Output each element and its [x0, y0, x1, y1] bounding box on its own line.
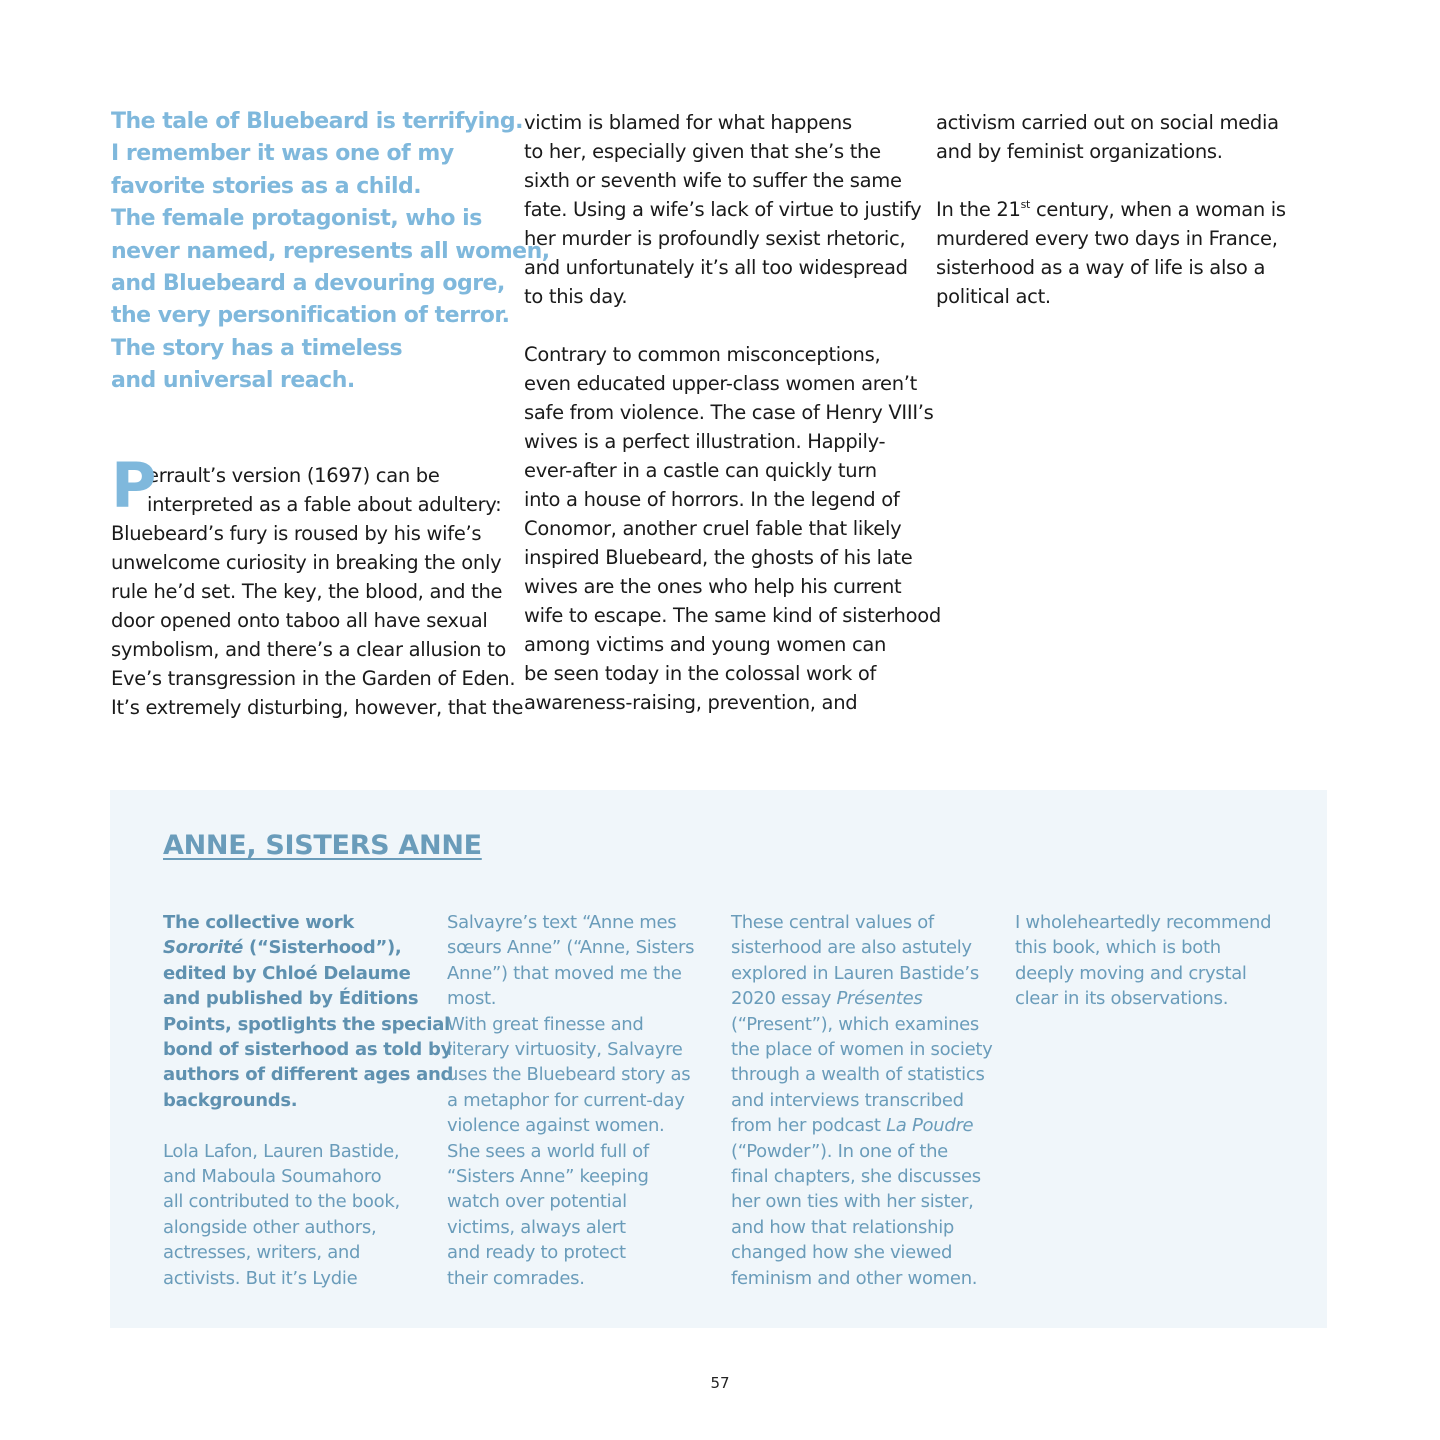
body-line: wives is a perfect illustration. Happily- — [524, 430, 886, 453]
sidebar-line: uses the Bluebeard story as — [447, 1064, 691, 1086]
essay-title: Présentes — [836, 988, 923, 1010]
body-line: among victims and young women can — [524, 633, 887, 656]
book-title: Sororité — [163, 937, 244, 959]
body-line: victim is blamed for what happens — [524, 111, 852, 134]
intro-line: edited by Chloé Delaume — [163, 962, 411, 984]
sidebar-line: feminism and other women. — [731, 1267, 978, 1289]
sidebar-line: Anne”) that moved me the — [447, 962, 682, 984]
sidebar-line — [731, 1113, 1001, 1138]
text-run: from her podcast — [731, 1115, 887, 1137]
body-line: Eve’s transgression in the Garden of Eden. — [111, 666, 516, 690]
body-line: wives are the ones who help his current — [524, 575, 902, 598]
sidebar-line: final chapters, she discusses — [731, 1166, 981, 1188]
body-line: and by feminist organizations. — [936, 140, 1223, 163]
sidebar-column-3 — [731, 910, 1001, 1291]
body-line: be seen today in the colossal work of — [524, 662, 877, 685]
intro-line: and published by Éditions — [163, 988, 419, 1010]
body-line: Contrary to common misconceptions, — [524, 343, 881, 366]
text-run: 2020 essay — [731, 988, 837, 1010]
body-line: awareness-raising, prevention, and — [524, 691, 858, 714]
paragraph — [936, 195, 1336, 311]
body-line: It’s extremely disturbing, however, that the — [111, 695, 524, 719]
pull-quote — [111, 106, 550, 398]
sidebar-line: her own ties with her sister, — [731, 1191, 974, 1213]
sidebar-line: “Sisters Anne” keeping — [447, 1166, 649, 1188]
podcast-title: La Poudre — [886, 1115, 974, 1137]
pull-quote-line: The female protagonist, who is — [111, 206, 482, 232]
body-line: interpreted as a fable about adultery: — [147, 492, 502, 516]
pull-quote-line: favorite stories as a child. — [111, 173, 422, 199]
sidebar-line: changed how she viewed — [731, 1242, 953, 1264]
text-run: In the 21 — [936, 198, 1021, 221]
sidebar-paragraph — [163, 1139, 433, 1291]
body-line: to this day. — [524, 285, 628, 308]
pull-quote-line: and Bluebeard a devouring ogre, — [111, 271, 505, 297]
sidebar-line: clear in its observations. — [1015, 988, 1229, 1010]
sidebar-intro — [163, 910, 454, 1113]
body-line: inspired Bluebeard, the ghosts of his late — [524, 546, 913, 569]
body-line: to her, especially given that she’s the — [524, 140, 881, 163]
body-line: wife to escape. The same kind of sisterhood — [524, 604, 941, 627]
sidebar-line: These central values of — [731, 912, 934, 933]
sidebar-line: violence against women. — [447, 1115, 665, 1137]
sidebar-line: their comrades. — [447, 1267, 585, 1289]
sidebar-line: explored in Lauren Bastide’s — [731, 962, 979, 984]
sidebar-line: all contributed to the book, — [163, 1191, 400, 1213]
intro-line: authors of different ages and — [163, 1064, 454, 1086]
body-line: safe from violence. The case of Henry VIII’s — [524, 401, 934, 424]
body-line: errault’s version (1697) can be — [147, 463, 440, 487]
sidebar-line: (“Present”), which examines — [731, 1013, 980, 1035]
body-line: even educated upper-class women aren’t — [524, 372, 918, 395]
sidebar-line: through a wealth of statistics — [731, 1064, 985, 1086]
body-line: Conomor, another cruel fable that likely — [524, 517, 902, 540]
sidebar-line: She sees a world full of — [447, 1140, 649, 1162]
sidebar-line: sisterhood are also astutely — [731, 937, 972, 959]
pull-quote-line: The story has a timeless — [111, 335, 403, 361]
sidebar-line: a metaphor for current-day — [447, 1089, 685, 1111]
intro-line: bond of sisterhood as told by — [163, 1039, 453, 1061]
ordinal-superscript: st — [1020, 198, 1031, 211]
body-line: fate. Using a wife’s lack of virtue to justify — [524, 198, 922, 221]
body-line: Bluebeard’s fury is roused by his wife’s — [111, 521, 482, 545]
sidebar-line: and ready to protect — [447, 1242, 626, 1264]
drop-cap: P — [111, 448, 157, 522]
intro-line: Points, spotlights the special — [163, 1013, 451, 1035]
sidebar-line: most. — [447, 988, 497, 1010]
sidebar-box — [110, 790, 1327, 1328]
pull-quote-line: I remember it was one of my — [111, 141, 454, 167]
body-line: rule he’d set. The key, the blood, and the — [111, 579, 503, 603]
body-line: and unfortunately it’s all too widespread — [524, 256, 908, 279]
body-line: symbolism, and there’s a clear allusion to — [111, 637, 507, 661]
sidebar-line: this book, which is both — [1015, 937, 1221, 959]
body-line: sixth or seventh wife to suffer the same — [524, 169, 902, 192]
body-line: murdered every two days in France, — [936, 227, 1278, 250]
page-number: 57 — [710, 1374, 730, 1392]
body-line: activism carried out on social media — [936, 111, 1279, 134]
body-line: unwelcome curiosity in breaking the only — [111, 550, 502, 574]
paragraph — [524, 340, 941, 717]
sidebar-line: Lola Lafon, Lauren Bastide, — [163, 1140, 400, 1162]
sidebar-column-2 — [447, 910, 717, 1291]
sidebar-line: deeply moving and crystal — [1015, 962, 1247, 984]
body-line: political act. — [936, 285, 1051, 308]
body-line — [936, 195, 1336, 224]
pull-quote-line: The tale of Bluebeard is terrifying. — [111, 109, 523, 134]
sidebar-line: actresses, writers, and — [163, 1242, 361, 1264]
intro-line: The collective work — [163, 912, 354, 933]
sidebar-line: and Maboula Soumahoro — [163, 1166, 382, 1188]
sidebar-line — [731, 986, 1001, 1011]
pull-quote-line: and universal reach. — [111, 368, 355, 394]
sidebar-line: sœurs Anne” (“Anne, Sisters — [447, 937, 695, 959]
sidebar-line: (“Powder”). In one of the — [731, 1140, 948, 1162]
sidebar-column-4 — [1015, 910, 1285, 1012]
intro-line — [163, 935, 433, 960]
sidebar-line: alongside other authors, — [163, 1216, 377, 1238]
sidebar-line: literary virtuosity, Salvayre — [447, 1039, 683, 1061]
article-column-3 — [936, 108, 1336, 311]
sidebar-line: watch over potential — [447, 1191, 627, 1213]
article-column-1 — [111, 108, 550, 722]
sidebar-line: With great finesse and — [447, 1013, 644, 1035]
text-run: century, when a woman is — [1030, 198, 1286, 221]
sidebar-line: activists. But it’s Lydie — [163, 1267, 358, 1289]
sidebar-line: and how that relationship — [731, 1216, 955, 1238]
pull-quote-line: the very personification of terror. — [111, 303, 510, 329]
sidebar-column-1 — [163, 910, 454, 1291]
body-line: sisterhood as a way of life is also a — [936, 256, 1266, 279]
sidebar-line: the place of women in society — [731, 1039, 993, 1061]
text-run: (“Sisterhood”), — [243, 937, 402, 959]
sidebar-line: Salvayre’s text “Anne mes — [447, 912, 677, 933]
sidebar-title: ANNE, SISTERS ANNE — [163, 830, 482, 861]
sidebar-line: and interviews transcribed — [731, 1089, 964, 1111]
sidebar-line: victims, always alert — [447, 1216, 626, 1238]
intro-line: backgrounds. — [163, 1089, 298, 1111]
sidebar-line: I wholeheartedly recommend — [1015, 912, 1272, 933]
lead-paragraph — [111, 448, 524, 722]
body-line: door opened onto taboo all have sexual — [111, 608, 488, 632]
body-line: her murder is profoundly sexist rhetoric, — [524, 227, 906, 250]
article-column-2 — [524, 108, 941, 717]
paragraph — [936, 108, 1336, 166]
pull-quote-line: never named, represents all women, — [111, 238, 550, 264]
body-line: ever-after in a castle can quickly turn — [524, 459, 877, 482]
paragraph — [524, 108, 924, 311]
body-line: into a house of horrors. In the legend of — [524, 488, 900, 511]
